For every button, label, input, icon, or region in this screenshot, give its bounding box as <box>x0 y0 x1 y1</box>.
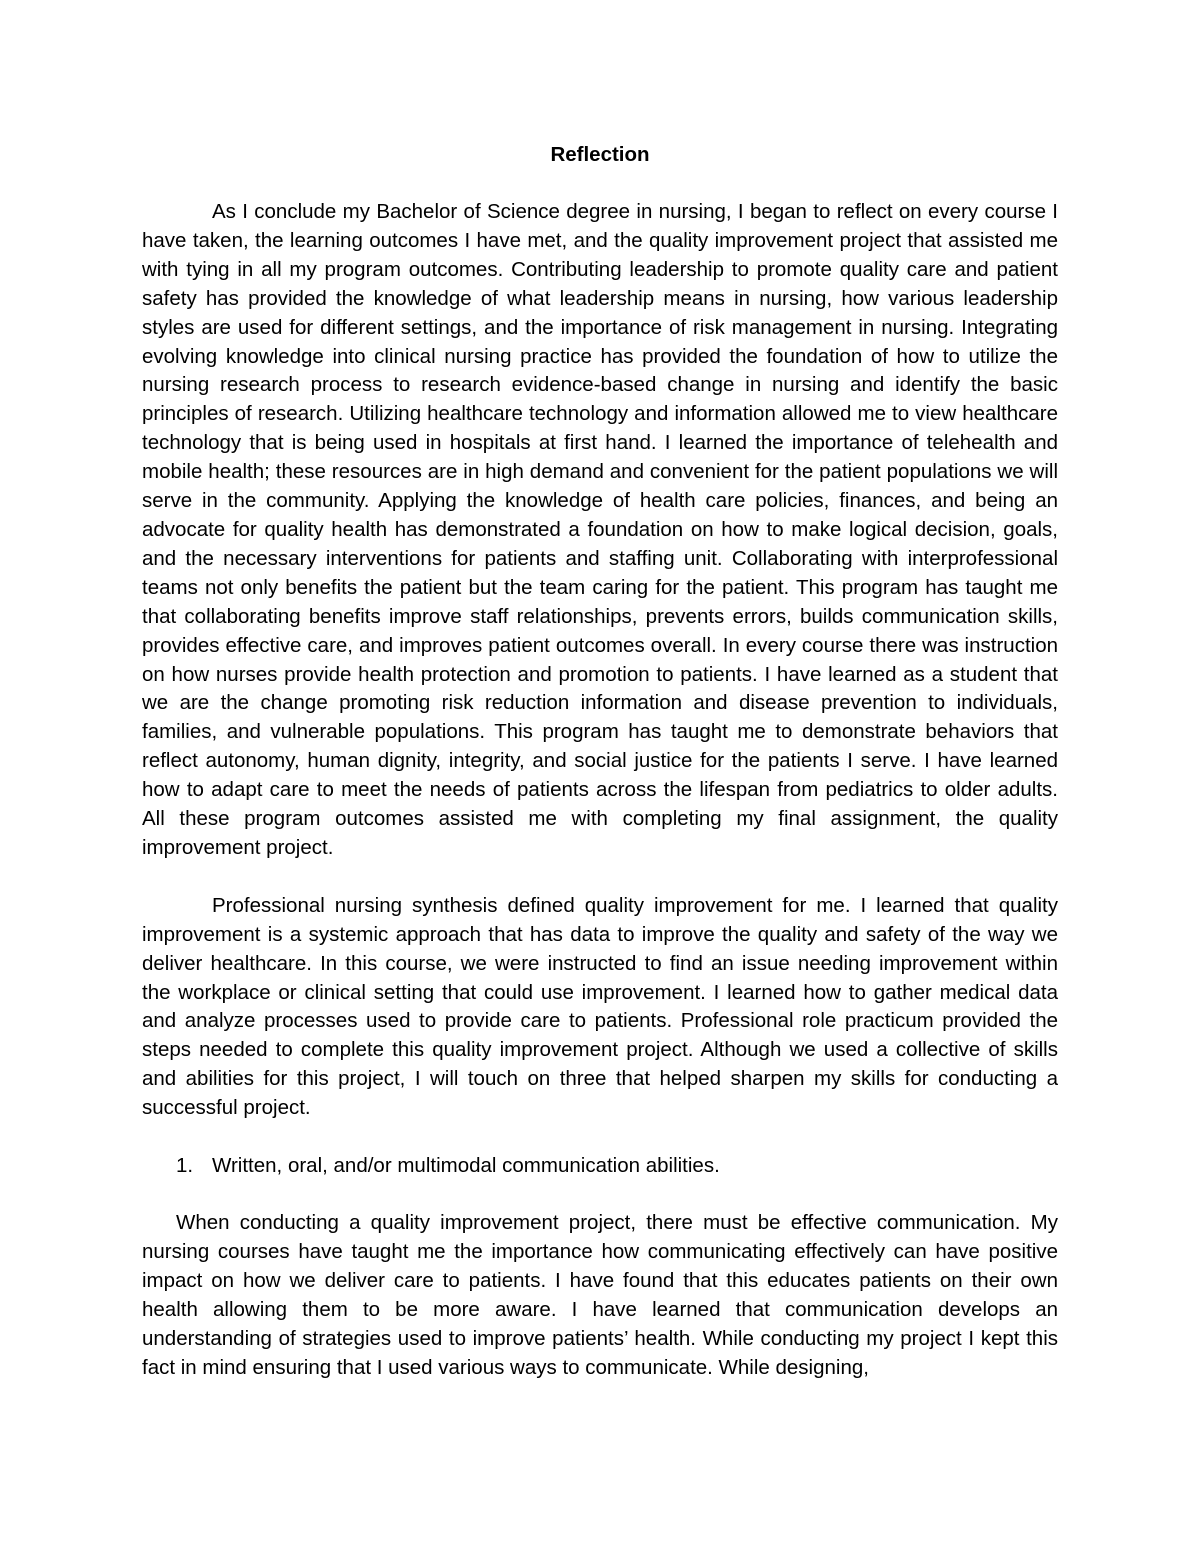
paragraph-3: When conducting a quality improvement project, there must be effective communication. My nursing courses have taught me the importance how communicating effectively can have positive impact on how we deliver care to patients. I have found that this educates patients on their own health allowing them to be more aware. I have learned that communication develops an understanding of strategies used to improve patients’ health. While conducting my project I kept this fact in mind ensuring that I used various ways to communicate. While designing, <box>142 1211 1058 1379</box>
document-body <box>142 140 1058 1411</box>
paragraph-1: As I conclude my Bachelor of Science degree in nursing, I began to reflect on every course I have taken, the learning outcomes I have met, and the quality improvement project that assisted me with tying in all my program outcomes. Contributing leadership to promote quality care and patient safety has provided the knowledge of what leadership means in nursing, how various leadership styles are used for different settings, and the importance of risk management in nursing. Integrating evolving knowledge into clinical nursing practice has provided the foundation of how to utilize the nursing research process to research evidence-based change in nursing and identify the basic principles of research. Utilizing healthcare technology and information allowed me to view healthcare technology that is being used in hospitals at first hand. I learned the importance of telehealth and mobile health; these resources are in high demand and convenient for the patient populations we will serve in the community. Applying the knowledge of health care policies, finances, and being an advocate for quality health has demonstrated a foundation on how to make logical decision, goals, and the necessary interventions for patients and staffing unit. Collaborating with interprofessional teams not only benefits the patient but the team caring for the patient. This program has taught me that collaborating benefits improve staff relationships, prevents errors, builds communication skills, provides effective care, and improves patient outcomes overall. In every course there was instruction on how nurses provide health protection and promotion to patients. I have learned as a student that we are the change promoting risk reduction information and disease prevention to individuals, families, and vulnerable populations. This program has taught me to demonstrate behaviors that reflect autonomy, human dignity, integrity, and social justice for the patients I serve. I have learned how to adapt care to meet the needs of patients across the lifespan from pediatrics to older adults. All these program outcomes assisted me with completing my final assignment, the quality improvement project. <box>142 200 1058 859</box>
paragraph-2: Professional nursing synthesis defined quality improvement for me. I learned that quality improvement is a systemic approach that has data to improve the quality and safety of the way we deliver healthcare. In this course, we were instructed to find an issue needing improvement within the workplace or clinical setting that could use improvement. I learned how to gather medical data and analyze processes used to provide care to patients. Professional role practicum provided the steps needed to complete this quality improvement project. Although we used a collective of skills and abilities for this project, I will touch on three that helped sharpen my skills for conducting a successful project. <box>142 893 1058 1120</box>
numbered-list-item <box>142 1152 1058 1181</box>
document-title: Reflection <box>550 143 650 166</box>
list-item-number: 1. <box>176 1154 194 1178</box>
list-item-text: Written, oral, and/or multimodal communication abilities. <box>212 1154 720 1178</box>
